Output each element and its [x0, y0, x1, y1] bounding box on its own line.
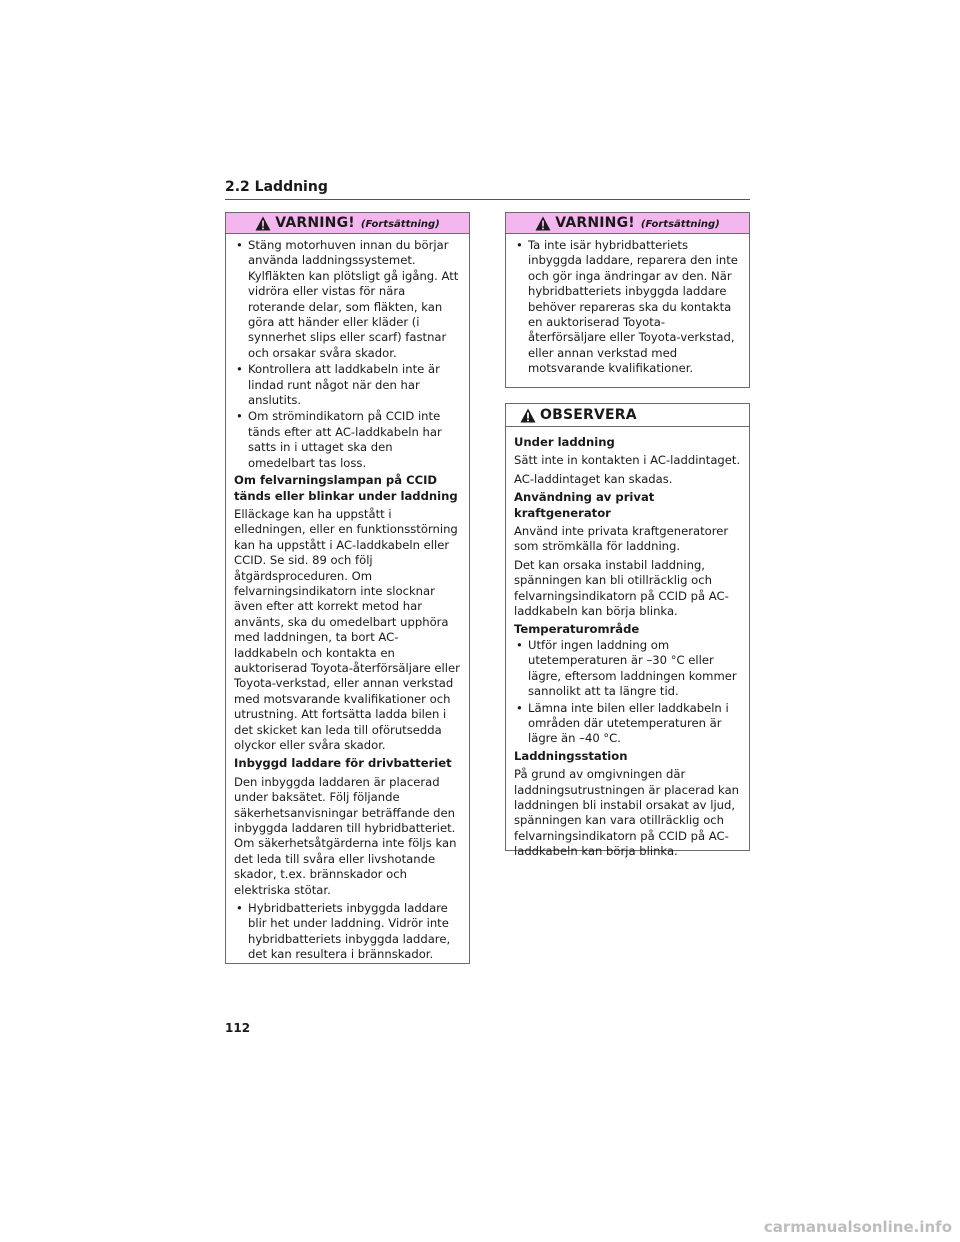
warning-box-body	[506, 234, 749, 384]
warning-triangle-icon	[520, 408, 536, 423]
list-item: • Kontrollera att laddkabeln inte är lindad runt något när den har anslutits.	[236, 362, 440, 408]
warning-title: VARNING!	[275, 215, 355, 231]
subheading: Laddningsstation	[514, 748, 628, 763]
warning-box-right	[505, 212, 750, 388]
paragraph: Det kan orsaka instabil laddning, spänningen kan bli otillräcklig och felvarningsindikatorn på CCID på AC-laddkabeln kan börja blinka.	[514, 557, 729, 619]
list-item: • Om strömindikatorn på CCID inte tänds efter att AC-laddkabeln har satts in i uttaget ska den omedelbart tas loss.	[236, 409, 442, 470]
warning-triangle-icon	[535, 216, 551, 231]
list-item: • Utför ingen laddning om utetemperaturen är –30 °C eller lägre, eftersom laddningen kommer sannolikt att ta längre tid.	[516, 637, 737, 699]
paragraph: Använd inte privata kraftgeneratorer som strömkälla för laddning.	[514, 524, 729, 554]
list-item: • Hybridbatteriets inbyggda laddare blir het under laddning. Vidrör inte hybridbatteriets inbyggda laddare, det kan resultera i brännskador.	[236, 901, 451, 962]
subheading: Användning av privat kraftgenerator	[514, 490, 655, 520]
warning-box-header	[226, 213, 469, 234]
notice-title: OBSERVERA	[540, 407, 637, 423]
paragraph: Sätt inte in kontakten i AC-laddintaget.	[514, 453, 741, 468]
page-number: 112	[225, 1021, 251, 1035]
notice-box	[505, 403, 750, 859]
subheading: Under laddning	[514, 435, 615, 449]
paragraph: Den inbyggda laddaren är placerad under baksätet. Följ följande säkerhetsanvisningar beträffande den inbyggda laddaren till hybridbatteriet. Om säkerhetsåtgärderna inte följs kan det leda till svåra eller livshotande skador, t.ex. brännskador och elektriska stötar.	[234, 774, 457, 897]
warning-box-header	[506, 213, 749, 234]
warning-title: VARNING!	[555, 215, 635, 231]
section-header: 2.2 Laddning	[225, 179, 750, 200]
notice-box-header	[506, 404, 749, 427]
list-item: • Ta inte isär hybridbatteriets inbyggda laddare, reparera den inte och gör inga ändringar av den. När hybridbatteriets inbyggda laddare behöver repareras ska du kontakta en auktoriserad Toyota-återförsäljare eller Toyota-verkstad, eller annan verkstad med motsvarande kvalifikationer.	[516, 238, 738, 376]
warning-subtitle: (Fortsättning)	[360, 219, 440, 230]
watermark: carmanualsonline.info	[763, 1218, 952, 1236]
warning-box-left	[225, 212, 470, 964]
warning-triangle-icon	[255, 216, 271, 231]
list-item: • Stäng motorhuven innan du börjar använda laddningssystemet. Kylfläkten kan plötsligt gå igång. Att vidröra eller vistas för nära roterande delar, som fläkten, kan göra att händer eller kläder (i synnerhet slips eller scarf) fastnar och orsakar svåra skador.	[236, 238, 459, 360]
notice-box-body	[506, 427, 749, 869]
subheading: Om felvarningslampan på CCID tänds eller blinkar under laddning	[234, 473, 458, 503]
warning-subtitle: (Fortsättning)	[640, 219, 720, 230]
subheading: Inbyggd laddare för drivbatteriet	[234, 756, 452, 771]
paragraph: AC-laddintaget kan skadas.	[514, 471, 673, 486]
list-item: • Lämna inte bilen eller laddkabeln i områden där utetemperaturen är lägre än –40 °C.	[516, 700, 729, 746]
paragraph: På grund av omgivningen där laddningsutrustningen är placerad kan laddningen bli instabil orsakat av ljud, spänningen kan vara otillräcklig och felvarningsindikatorn på CCID på AC-laddkabeln kan börja blinka.	[514, 767, 740, 859]
warning-box-body	[226, 234, 469, 970]
subheading: Temperaturområde	[514, 622, 640, 637]
paragraph: Elläckage kan ha uppstått i elledningen, eller en funktionsstörning kan ha uppstått i AC-laddkabeln eller CCID. Se sid. 89 och följ åtgärdsproceduren. Om felvarningsindikatorn inte slocknar även efter att korrekt metod har använts, ska du omedelbart upphöra med laddningen, ta bort AC-laddkabeln och kontakta en auktoriserad Toyota-återförsäljare eller Toyota-verkstad, eller annan verkstad med motsvarande kvalifikationer och utrustning. Att fortsätta ladda bilen i det skicket kan leda till oförutsedda olyckor eller svåra skador.	[234, 506, 460, 752]
